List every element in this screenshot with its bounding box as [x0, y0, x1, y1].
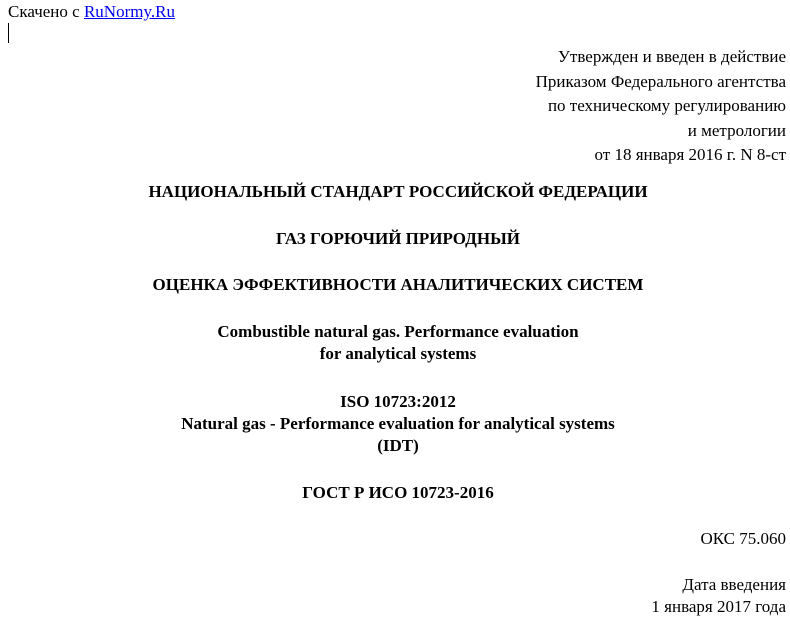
runormy-link[interactable]: RuNormy.Ru	[83, 2, 175, 21]
iso-equivalence: (IDT)	[377, 436, 419, 455]
text-cursor	[8, 23, 9, 43]
english-title-line: Combustible natural gas. Performance evaluation	[217, 322, 579, 341]
source-prefix: Скачено с	[8, 2, 84, 21]
approval-line: Приказом Федерального агентства	[535, 71, 786, 91]
approval-line: от 18 января 2016 г. N 8-ст	[594, 145, 786, 164]
iso-number: ISO 10723:2012	[340, 392, 456, 411]
subject-heading: ГАЗ ГОРЮЧИЙ ПРИРОДНЫЙ	[275, 229, 521, 248]
national-standard-heading: НАЦИОНАЛЬНЫЙ СТАНДАРТ РОССИЙСКОЙ ФЕДЕРАЦИИ	[148, 182, 648, 201]
oks-code: ОКС 75.060	[700, 529, 786, 548]
approval-block	[536, 45, 786, 168]
iso-title: Natural gas - Performance evaluation for analytical systems	[181, 414, 615, 433]
introduction-label: Дата введения	[682, 575, 786, 594]
approval-line: по техническому регулированию	[547, 96, 786, 115]
introduction-date: 1 января 2017 года	[651, 597, 786, 616]
english-title-line: for analytical systems	[319, 344, 477, 363]
approval-line: Утвержден и введен в действие	[557, 47, 786, 66]
english-title	[0, 321, 790, 365]
iso-block	[0, 391, 790, 457]
introduction-date-block	[651, 574, 786, 618]
approval-line: и метрологии	[687, 120, 786, 140]
gost-designation: ГОСТ Р ИСО 10723-2016	[302, 483, 494, 502]
subtitle-heading: ОЦЕНКА ЭФФЕКТИВНОСТИ АНАЛИТИЧЕСКИХ СИСТЕМ	[152, 275, 644, 294]
source-line	[8, 1, 175, 23]
